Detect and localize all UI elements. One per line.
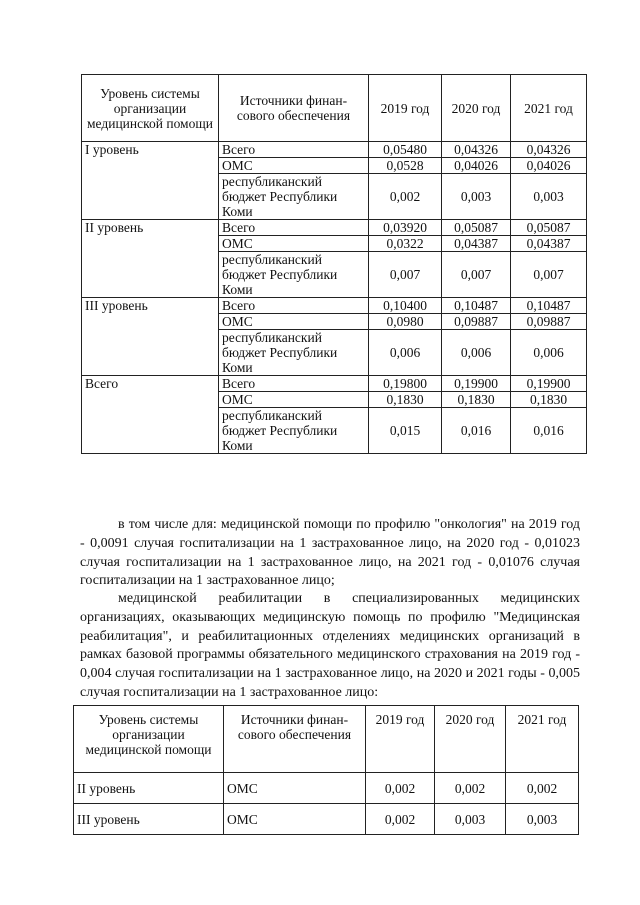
- value-2020: 0,04026: [442, 158, 511, 174]
- header-level: Уровень системы организации медицинской помощи: [74, 706, 224, 773]
- source-cell: республиканский бюджет Республики Коми: [219, 330, 369, 376]
- header-2021: 2021 год: [506, 706, 579, 773]
- value-2021: 0,003: [511, 174, 587, 220]
- source-cell: республиканский бюджет Республики Коми: [219, 252, 369, 298]
- table-rehabilitation-by-level: [73, 705, 579, 835]
- value-2019: 0,03920: [369, 220, 442, 236]
- source-cell: ОМС: [219, 392, 369, 408]
- value-2021: 0,002: [506, 773, 579, 804]
- value-2019: 0,19800: [369, 376, 442, 392]
- table-row: [82, 142, 587, 158]
- value-2021: 0,05087: [511, 220, 587, 236]
- level-cell: II уровень: [82, 220, 219, 298]
- value-2019: 0,1830: [369, 392, 442, 408]
- value-2020: 0,002: [435, 773, 506, 804]
- header-2019: 2019 год: [369, 75, 442, 142]
- header-2019: 2019 год: [366, 706, 435, 773]
- source-cell: Всего: [219, 220, 369, 236]
- table-row: [82, 298, 587, 314]
- value-2021: 0,003: [506, 804, 579, 835]
- value-2021: 0,04026: [511, 158, 587, 174]
- level-cell: Всего: [82, 376, 219, 454]
- source-cell: республиканский бюджет Республики Коми: [219, 408, 369, 454]
- value-2020: 0,003: [435, 804, 506, 835]
- value-2019: 0,002: [366, 773, 435, 804]
- source-cell: ОМС: [219, 158, 369, 174]
- value-2020: 0,04387: [442, 236, 511, 252]
- value-2019: 0,015: [369, 408, 442, 454]
- value-2021: 0,04387: [511, 236, 587, 252]
- level-cell: III уровень: [82, 298, 219, 376]
- value-2019: 0,0322: [369, 236, 442, 252]
- value-2020: 0,016: [442, 408, 511, 454]
- value-2019: 0,0528: [369, 158, 442, 174]
- source-cell: республиканский бюджет Республики Коми: [219, 174, 369, 220]
- level-cell: II уровень: [74, 773, 224, 804]
- value-2020: 0,007: [442, 252, 511, 298]
- header-source: Источники финан-сового обеспечения: [224, 706, 366, 773]
- value-2021: 0,04326: [511, 142, 587, 158]
- value-2019: 0,05480: [369, 142, 442, 158]
- source-cell: ОМС: [219, 314, 369, 330]
- value-2020: 0,04326: [442, 142, 511, 158]
- value-2019: 0,006: [369, 330, 442, 376]
- value-2019: 0,002: [369, 174, 442, 220]
- source-cell: ОМС: [224, 804, 366, 835]
- source-cell: Всего: [219, 376, 369, 392]
- value-2019: 0,002: [366, 804, 435, 835]
- source-cell: ОМС: [224, 773, 366, 804]
- table-row: [82, 376, 587, 392]
- header-source: Источники финан-сового обеспечения: [219, 75, 369, 142]
- table-header-row: [82, 75, 587, 142]
- value-2021: 0,006: [511, 330, 587, 376]
- table-row: [74, 773, 579, 804]
- source-cell: Всего: [219, 298, 369, 314]
- table-row: [82, 220, 587, 236]
- value-2019: 0,0980: [369, 314, 442, 330]
- header-2020: 2020 год: [442, 75, 511, 142]
- value-2020: 0,05087: [442, 220, 511, 236]
- value-2021: 0,19900: [511, 376, 587, 392]
- header-2021: 2021 год: [511, 75, 587, 142]
- source-cell: ОМС: [219, 236, 369, 252]
- header-level: Уровень системы организации медицинской помощи: [82, 75, 219, 142]
- value-2020: 0,003: [442, 174, 511, 220]
- table-header-row: [74, 706, 579, 773]
- paragraph-oncology: в том числе для: медицинской помощи по профилю "онкология" на 2019 год - 0,0091 случая госпитализации на 1 застрахованное лицо, на 2020 год - 0,01023 случая госпитализации на 1 застрахованное лицо, на 2021 год - 0,01076 случая госпитализации на 1 застрахованное лицо;: [80, 517, 580, 589]
- table-bed-days-by-level: [81, 74, 587, 454]
- value-2020: 0,09887: [442, 314, 511, 330]
- paragraph-rehabilitation: медицинской реабилитации в специализированных медицинских организациях, оказывающих медицинскую помощь по профилю "Медицинская реабилитация", и реабилитационных отделениях медицинских организаций в рамках базовой программы обязательного медицинского страхования на 2019 год - 0,004 случая госпитализации на 1 застрахованное лицо, на 2020 и 2021 годы - 0,005 случая госпитализации на 1 застрахованное лицо:: [80, 591, 580, 700]
- value-2020: 0,10487: [442, 298, 511, 314]
- level-cell: III уровень: [74, 804, 224, 835]
- value-2021: 0,10487: [511, 298, 587, 314]
- value-2019: 0,10400: [369, 298, 442, 314]
- value-2019: 0,007: [369, 252, 442, 298]
- header-2020: 2020 год: [435, 706, 506, 773]
- level-cell: I уровень: [82, 142, 219, 220]
- value-2021: 0,016: [511, 408, 587, 454]
- value-2021: 0,007: [511, 252, 587, 298]
- value-2021: 0,1830: [511, 392, 587, 408]
- value-2020: 0,006: [442, 330, 511, 376]
- value-2020: 0,19900: [442, 376, 511, 392]
- value-2021: 0,09887: [511, 314, 587, 330]
- source-cell: Всего: [219, 142, 369, 158]
- value-2020: 0,1830: [442, 392, 511, 408]
- table-row: [74, 804, 579, 835]
